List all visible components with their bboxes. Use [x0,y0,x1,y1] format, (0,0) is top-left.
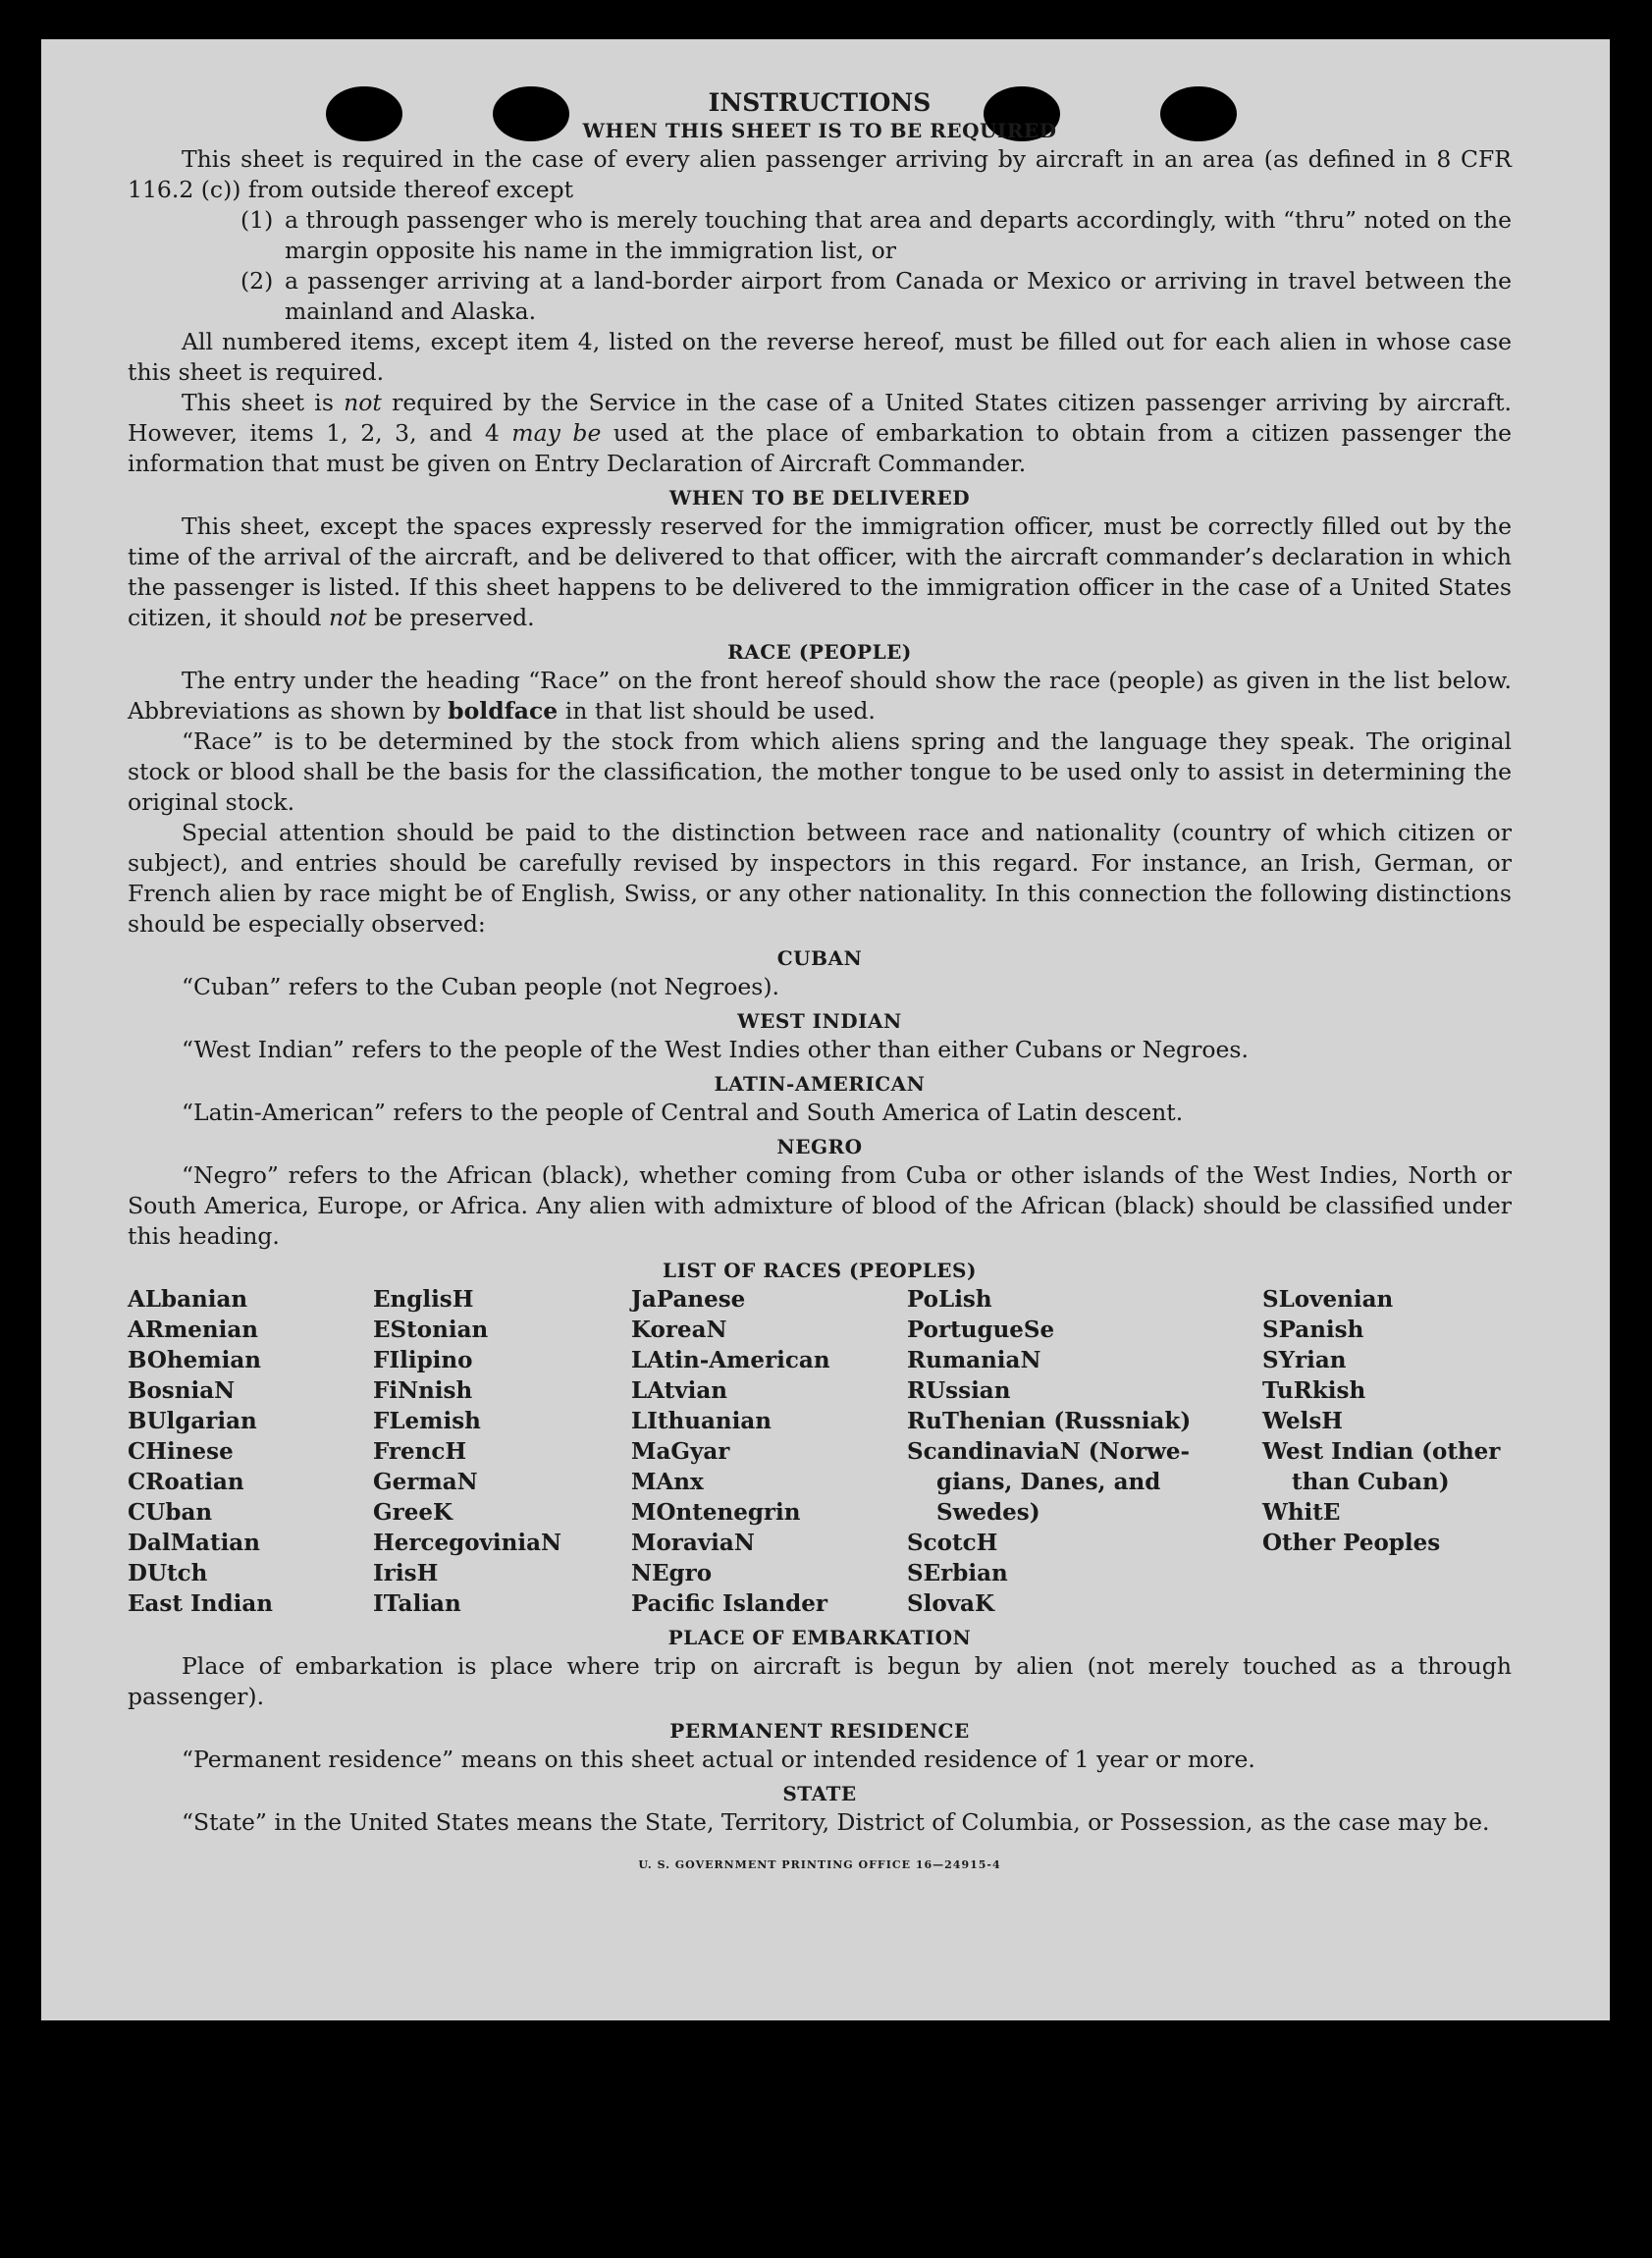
section-heading-race: RACE (PEOPLE) [727,640,912,664]
instructions-body [128,88,1512,1880]
section-heading-list-of-races: LIST OF RACES (PEOPLES) [663,1259,977,1282]
race-item: TuRkish [1262,1377,1366,1404]
races-column [907,1284,1262,1619]
section-heading-required: WHEN THIS SHEET IS TO BE REQUIRED [582,119,1057,142]
race-item: CHinese [128,1438,234,1465]
race-paragraph: Special attention should be paid to the distinction between race and nationality (country of which citizen or subject), and entries should be carefully revised by inspectors in this regard. For instance, an Irish, German, or French alien by race might be of English, Swiss, or any other nationality. In this connection the following distinctions should be especially observed: [128,819,1512,938]
race-item: FiNnish [373,1377,473,1404]
races-column [1262,1284,1512,1619]
section-heading-delivered: WHEN TO BE DELIVERED [668,486,971,510]
race-item: JaPanese [631,1286,746,1313]
race-item: MaGyar [631,1438,730,1465]
races-list [128,1284,1512,1619]
race-item: RuThenian (Russniak) [907,1408,1192,1434]
latin-american-definition: “Latin-American” refers to the people of Central and South America of Latin descent. [182,1099,1184,1126]
page-title: INSTRUCTIONS [708,88,932,117]
exception-item: (1) a through passenger who is merely touching that area and departs accordingly, with “thru” noted on the margin opposite his name in the immigration list, or [240,206,1512,264]
race-item: BosniaN [128,1377,236,1404]
section-heading-west-indian: WEST INDIAN [737,1009,902,1033]
race-item: KoreaN [631,1317,727,1343]
cuban-definition: “Cuban” refers to the Cuban people (not Negroes). [182,973,780,1000]
state-definition: “State” in the United States means the State, Territory, District of Columbia, or Possession, as the case may be. [182,1808,1490,1836]
race-item: LIthuanian [631,1408,772,1434]
race-item: GermaN [373,1469,478,1495]
citizen-paragraph: This sheet is not required by the Service in the case of a United States citizen passenger arriving by aircraft. However, items 1, 2, 3, and 4 may be used at the place of embarkation to obtain from a citizen passenger the information that must be given on Entry Declaration of Aircraft Commander. [128,389,1513,477]
races-column [631,1284,907,1619]
permanent-residence-definition: “Permanent residence” means on this sheet actual or intended residence of 1 year or more. [182,1746,1255,1773]
race-item: CRoatian [128,1469,244,1495]
races-column [373,1284,631,1619]
race-item: WelsH [1262,1408,1344,1434]
embarkation-definition: Place of embarkation is place where trip on aircraft is begun by alien (not merely touched as a through passenger). [128,1652,1512,1710]
west-indian-definition: “West Indian” refers to the people of the West Indies other than either Cubans or Negroes. [182,1036,1249,1063]
race-item-continued: gians, Danes, and [936,1469,1161,1495]
section-heading-embarkation: PLACE OF EMBARKATION [667,1626,972,1649]
section-heading-cuban: CUBAN [776,946,863,970]
race-item: FIlipino [373,1347,473,1373]
race-item: PortugueSe [907,1317,1055,1343]
race-item: West Indian (other [1262,1438,1501,1465]
race-item: EStonian [373,1317,489,1343]
race-item-continued: than Cuban) [1292,1469,1450,1495]
section-heading-state: STATE [782,1782,857,1805]
race-item: CUban [128,1499,213,1526]
section-heading-permanent-residence: PERMANENT RESIDENCE [669,1719,970,1743]
race-item: RUssian [907,1377,1011,1404]
race-item: LAtvian [631,1377,727,1404]
race-item: HercegoviniaN [373,1530,562,1556]
race-item: BOhemian [128,1347,261,1373]
race-item: LAtin-American [631,1347,830,1373]
negro-definition: “Negro” refers to the African (black), whether coming from Cuba or other islands of the West Indies, North or South America, Europe, or Africa. Any alien with admixture of blood of the African (black) should be classified under this heading. [128,1161,1512,1250]
section-heading-latin-american: LATIN-AMERICAN [714,1072,926,1096]
race-item: IrisH [373,1560,439,1586]
race-paragraph: “Race” is to be determined by the stock from which aliens spring and the language they speak. The original stock or blood shall be the basis for the classification, the mother tongue to be used only to assist in determining the original stock. [128,727,1512,816]
race-item: ScotcH [907,1530,998,1556]
race-item: MoraviaN [631,1530,755,1556]
race-item: NEgro [631,1560,713,1586]
race-item: SLovenian [1262,1286,1394,1313]
race-item: East Indian [128,1590,273,1617]
numbered-items-paragraph: All numbered items, except item 4, listed on the reverse hereof, must be filled out for each alien in whose case this sheet is required. [128,328,1512,386]
delivered-paragraph: This sheet, except the spaces expressly reserved for the immigration officer, must be correctly filled out by the time of the arrival of the aircraft, and be delivered to that officer, with the aircraft commander’s declaration in which the passenger is listed. If this sheet happens to be delivered to the immigration officer in the case of a United States citizen, it should not be preserved. [128,512,1512,631]
race-item: FLemish [373,1408,481,1434]
exception-item: (2) a passenger arriving at a land-border airport from Canada or Mexico or arriving in travel between the mainland and Alaska. [240,267,1512,325]
section-heading-negro: NEGRO [776,1135,863,1158]
race-item: GreeK [373,1499,453,1526]
race-item: SErbian [907,1560,1008,1586]
race-item: DUtch [128,1560,208,1586]
race-item: SYrian [1262,1347,1347,1373]
race-item: MAnx [631,1469,704,1495]
race-item: ScandinaviaN (Norwe- [907,1438,1191,1465]
race-item: WhitE [1262,1499,1341,1526]
race-item: ARmenian [128,1317,259,1343]
race-item: SlovaK [907,1590,994,1617]
race-item: MOntenegrin [631,1499,801,1526]
race-item-continued: Swedes) [936,1499,1040,1526]
intro-paragraph: This sheet is required in the case of every alien passenger arriving by aircraft in an area (as defined in 8 CFR 116.2 (c)) from outside thereof except [128,145,1512,203]
race-item: PoLish [907,1286,992,1313]
printing-office-footer: U. S. GOVERNMENT PRINTING OFFICE 16—24915-4 [638,1858,1001,1871]
race-item: FrencH [373,1438,467,1465]
race-paragraph: The entry under the heading “Race” on the front hereof should show the race (people) as given in the list below. Abbreviations as shown by boldface in that list should be used. [128,667,1512,725]
race-item: ITalian [373,1590,461,1617]
race-item: RumaniaN [907,1347,1041,1373]
race-item: ALbanian [128,1286,248,1313]
races-column [128,1284,373,1619]
race-item: Pacific Islander [631,1590,827,1617]
race-item: DalMatian [128,1530,260,1556]
race-item: EnglisH [373,1286,474,1313]
race-item: SPanish [1262,1317,1364,1343]
document-page [41,39,1610,2020]
race-item: BUlgarian [128,1408,257,1434]
race-item: Other Peoples [1262,1530,1441,1556]
